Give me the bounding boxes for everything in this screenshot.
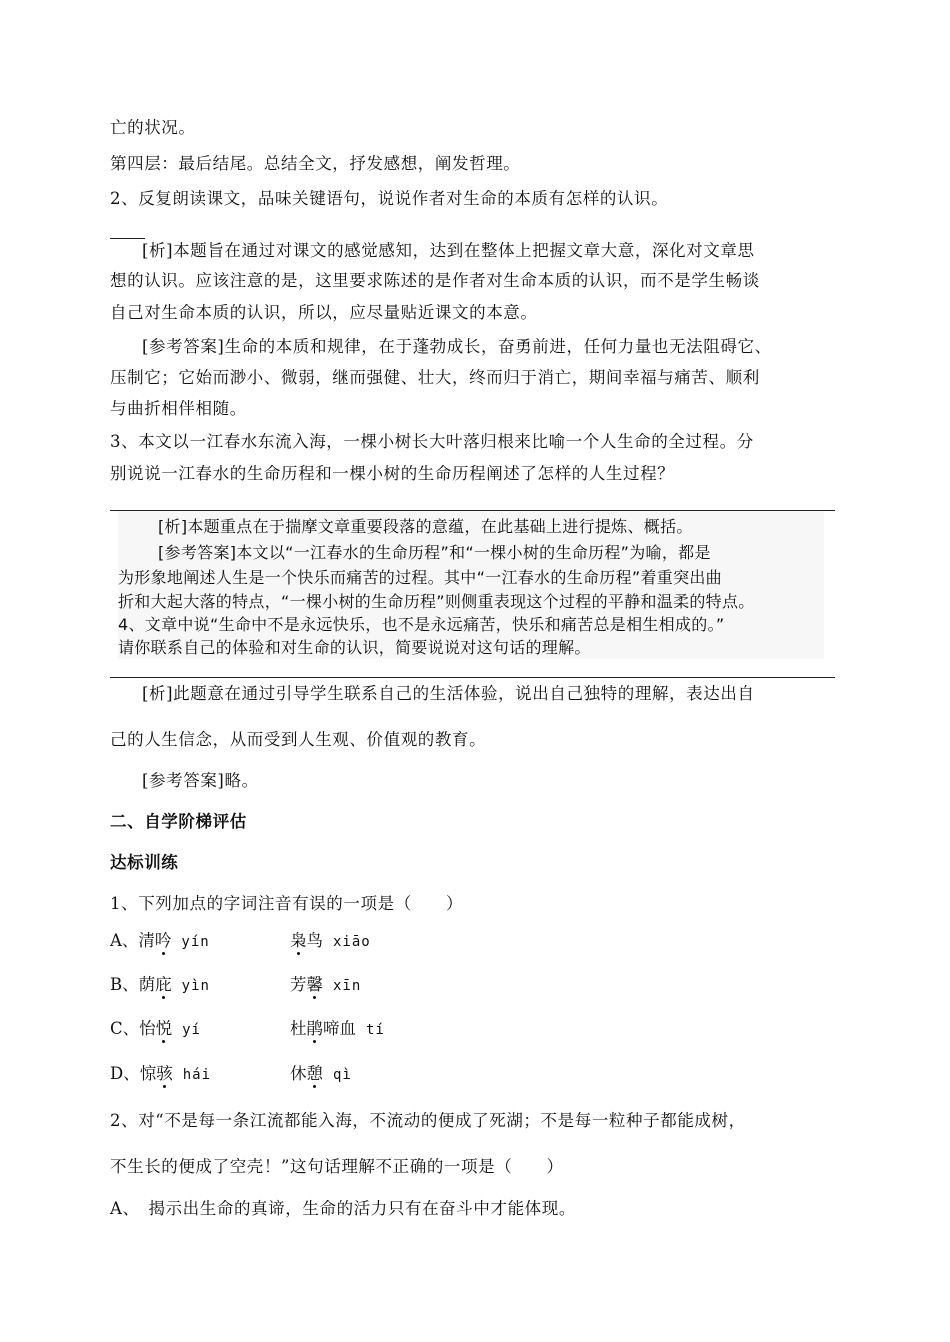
option-c: C、怡悦 yí (110, 1019, 201, 1038)
pinyin: yí (182, 1022, 201, 1038)
scanned-text-line: [析]本题重点在于揣摩文章重要段落的意蕴，在此基础上进行提炼、概括。 (158, 517, 693, 536)
pinyin: tí (366, 1022, 385, 1038)
answer-rule (110, 677, 835, 678)
choice-a: A、 揭示出生命的真谛，生命的活力只有在奋斗中才能体现。 (110, 1199, 576, 1218)
scanned-text-line: 请你联系自己的体验和对生命的认识，简要说说对这句话的理解。 (118, 638, 591, 657)
pinyin: xiāo (333, 934, 371, 950)
option-a-second: 枭鸟 xiāo (290, 931, 371, 950)
analysis-text: [析]此题意在通过引导学生联系自己的生活体验，说出自己独特的理解，表达出自 (142, 684, 755, 703)
text-line: 第四层：最后结尾。总结全文，抒发感想，阐发哲理。 (110, 154, 521, 173)
scanned-image-block (118, 511, 824, 659)
dotted-char: 悦 (155, 1019, 173, 1038)
pinyin: yín (181, 934, 210, 950)
scanned-text-line: [参考答案]本文以“一江春水的生命历程”和“一棵小树的生命历程”为喻，都是 (158, 543, 711, 562)
answer-text: 压制它；它始而渺小、微弱，继而强健、壮大，终而归于消亡，期间幸福与痛苦、顺利 (110, 368, 760, 387)
dotted-char: 庇 (155, 975, 172, 994)
option-a: A、清吟 yín (110, 931, 210, 950)
option-b: B、荫庇 yìn (110, 975, 210, 994)
pinyin: xīn (333, 978, 362, 994)
dotted-char: 吟 (154, 931, 172, 950)
analysis-text: 想的认识。应该注意的是，这里要求陈述的是作者对生命本质的认识，而不是学生畅谈 (110, 271, 760, 290)
answer-text: [参考答案]略。 (142, 771, 259, 790)
answer-text: 与曲折相伴相随。 (110, 399, 247, 418)
option-d-second: 休憩 qì (290, 1064, 352, 1083)
analysis-text: 己的人生信念，从而受到人生观、价值观的教育。 (110, 730, 487, 749)
dotted-char: 鹃 (306, 1019, 323, 1038)
dotted-char: 骇 (156, 1064, 173, 1083)
section-heading: 二、自学阶梯评估 (110, 812, 247, 831)
scanned-text-line: 为形象地阐述人生是一个快乐而痛苦的过程。其中“一江春水的生命历程”着重突出曲 (118, 568, 722, 587)
question-1: 1、下列加点的字词注音有误的一项是（ ） (110, 894, 464, 913)
dotted-char: 枭 (290, 931, 307, 950)
dotted-char: 憩 (306, 1064, 323, 1083)
question-2-choice: 不生长的便成了空壳！”这句话理解不正确的一项是（ ） (110, 1157, 564, 1176)
analysis-text: 自己对生命本质的认识，所以，应尽量贴近课文的本意。 (110, 303, 538, 322)
scanned-text-line: 折和大起大落的特点，“一棵小树的生命历程”则侧重表现这个过程的平静和温柔的特点。 (118, 592, 755, 611)
answer-rule (110, 238, 145, 239)
option-c-second: 杜鹃啼血 tí (290, 1019, 385, 1038)
question-3: 别说说一江春水的生命历程和一棵小树的生命历程阐述了怎样的人生过程？ (110, 464, 675, 483)
text-line: 亡的状况。 (110, 118, 196, 137)
subsection-heading: 达标训练 (110, 853, 179, 872)
pinyin: yìn (181, 978, 210, 994)
pinyin: qì (333, 1067, 352, 1083)
pinyin: hái (182, 1067, 212, 1083)
option-b-second: 芳馨 xīn (290, 975, 362, 994)
question-2: 2、反复朗读课文，品味关键语句，说说作者对生命的本质有怎样的认识。 (110, 189, 669, 208)
question-3: 3、本文以一江春水东流入海，一棵小树长大叶落归根来比喻一个人生命的全过程。分 (110, 432, 754, 451)
question-2-choice: 2、对“不是每一条江流都能入海，不流动的便成了死湖；不是每一粒种子都能成树， (110, 1111, 746, 1130)
analysis-text: [析]本题旨在通过对课文的感觉感知，达到在整体上把握文章大意，深化对文章思 (142, 241, 755, 260)
option-d: D、惊骇 hái (110, 1064, 212, 1083)
dotted-char: 馨 (306, 975, 323, 994)
scanned-text-line: 4、文章中说“生命中不是永远快乐，也不是永远痛苦，快乐和痛苦总是相生相成的。” (118, 615, 725, 634)
answer-text: [参考答案]生命的本质和规律，在于蓬勃成长，奋勇前进，任何力量也无法阻碍它、 (142, 337, 772, 356)
